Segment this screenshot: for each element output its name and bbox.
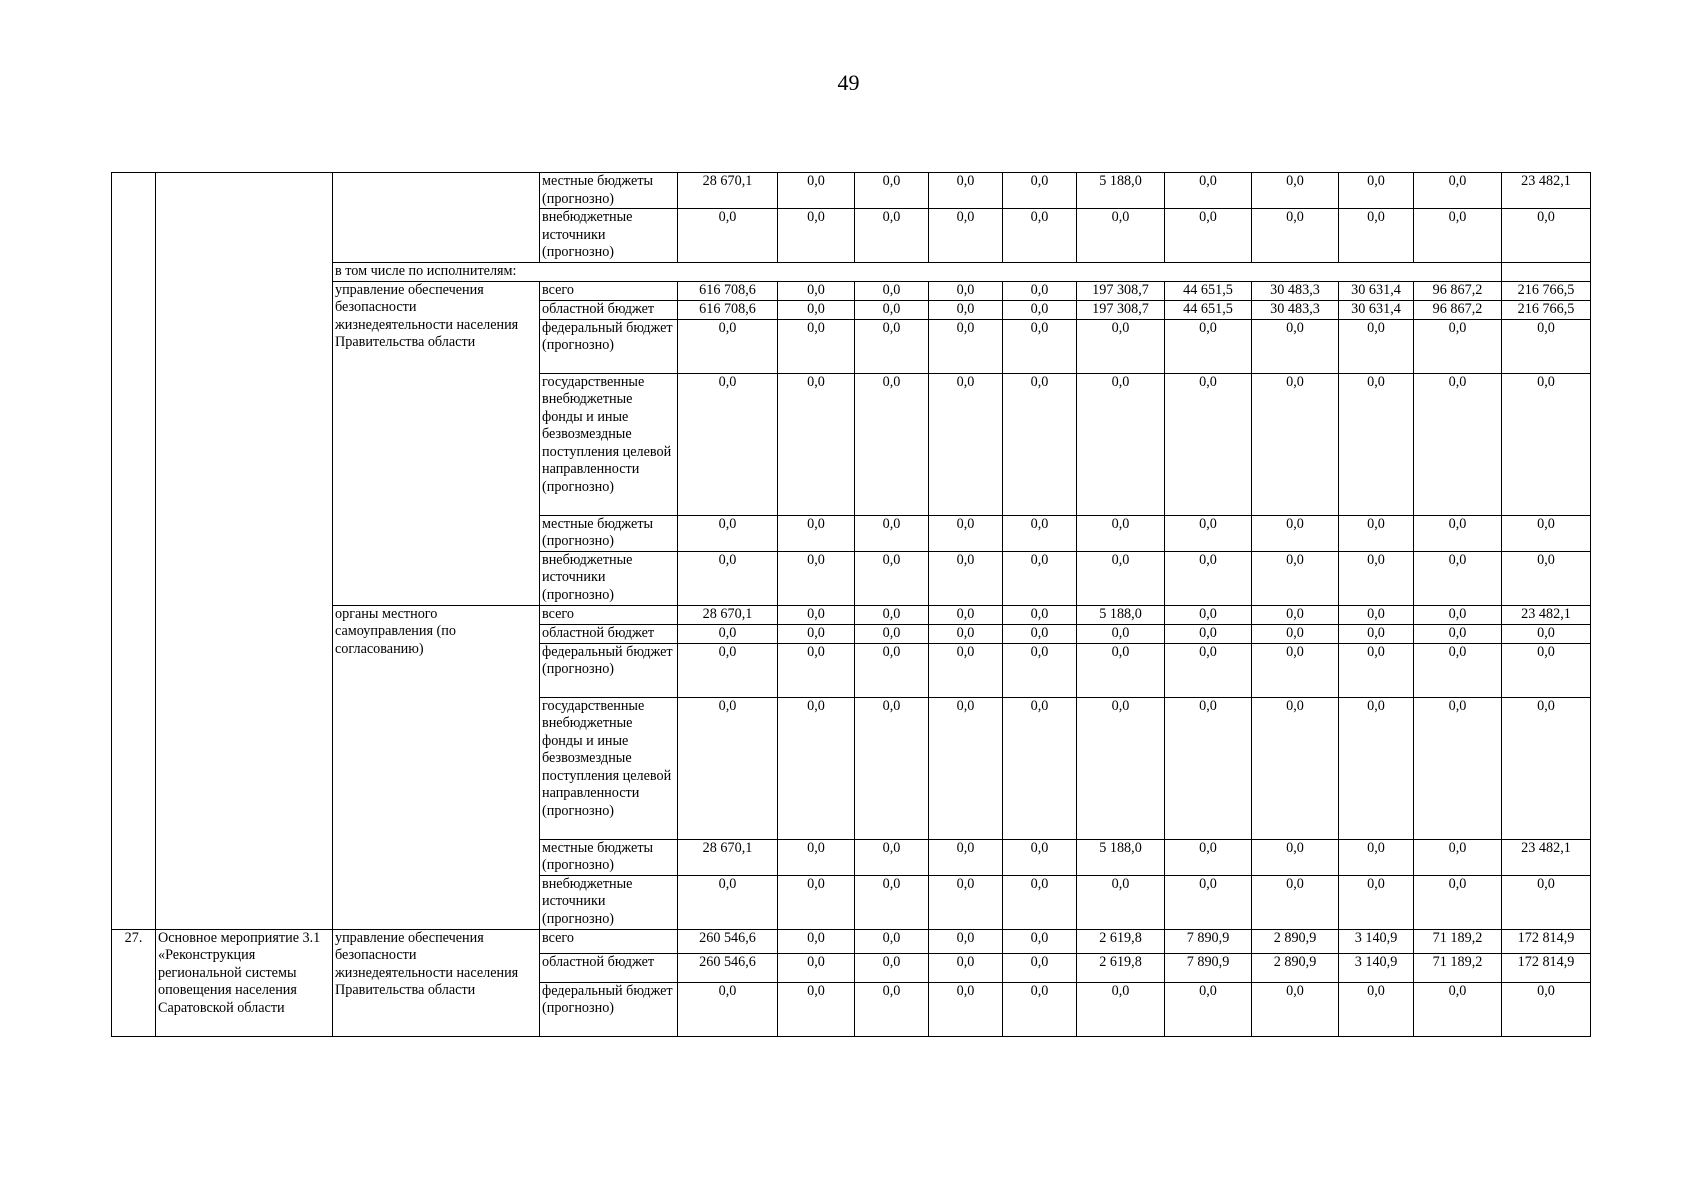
value-cell: 0,0 xyxy=(778,173,855,209)
value-cell: 0,0 xyxy=(1502,209,1591,263)
value-cell: 0,0 xyxy=(1003,839,1077,875)
value-cell: 0,0 xyxy=(1414,697,1502,839)
value-cell: 0,0 xyxy=(929,605,1003,624)
empty-cell xyxy=(1502,262,1591,281)
value-cell: 616 708,6 xyxy=(678,300,778,319)
value-cell: 0,0 xyxy=(1339,515,1414,551)
value-cell: 0,0 xyxy=(1077,551,1165,605)
value-cell: 0,0 xyxy=(778,551,855,605)
value-cell: 0,0 xyxy=(1339,982,1414,1036)
source-cell: местные бюджеты (прогнозно) xyxy=(540,515,678,551)
value-cell: 96 867,2 xyxy=(1414,300,1502,319)
value-cell: 0,0 xyxy=(1003,643,1077,697)
value-cell: 616 708,6 xyxy=(678,281,778,300)
value-cell: 0,0 xyxy=(1414,319,1502,373)
value-cell: 0,0 xyxy=(678,551,778,605)
value-cell: 0,0 xyxy=(1339,839,1414,875)
value-cell: 0,0 xyxy=(1003,209,1077,263)
value-cell: 0,0 xyxy=(929,839,1003,875)
source-cell: всего xyxy=(540,605,678,624)
value-cell: 0,0 xyxy=(1414,875,1502,929)
value-cell: 7 890,9 xyxy=(1165,953,1252,982)
value-cell: 0,0 xyxy=(1077,982,1165,1036)
value-cell: 3 140,9 xyxy=(1339,953,1414,982)
value-cell: 0,0 xyxy=(1003,875,1077,929)
source-cell: внебюджетные источники (прогнозно) xyxy=(540,551,678,605)
value-cell: 0,0 xyxy=(1414,515,1502,551)
value-cell: 0,0 xyxy=(855,319,929,373)
value-cell: 0,0 xyxy=(1502,643,1591,697)
value-cell: 0,0 xyxy=(855,839,929,875)
source-cell: внебюджетные источники (прогнозно) xyxy=(540,209,678,263)
value-cell: 0,0 xyxy=(778,515,855,551)
value-cell: 0,0 xyxy=(1252,173,1339,209)
value-cell: 0,0 xyxy=(1165,319,1252,373)
value-cell: 0,0 xyxy=(1077,875,1165,929)
value-cell: 0,0 xyxy=(855,173,929,209)
value-cell: 0,0 xyxy=(1339,605,1414,624)
value-cell: 0,0 xyxy=(1003,953,1077,982)
value-cell: 0,0 xyxy=(1252,373,1339,515)
value-cell: 5 188,0 xyxy=(1077,173,1165,209)
value-cell: 2 619,8 xyxy=(1077,953,1165,982)
value-cell: 0,0 xyxy=(1339,551,1414,605)
value-cell: 0,0 xyxy=(929,982,1003,1036)
value-cell: 0,0 xyxy=(855,300,929,319)
value-cell: 197 308,7 xyxy=(1077,281,1165,300)
value-cell: 0,0 xyxy=(1502,551,1591,605)
value-cell: 0,0 xyxy=(1003,982,1077,1036)
value-cell: 0,0 xyxy=(1414,373,1502,515)
value-cell: 0,0 xyxy=(855,697,929,839)
value-cell: 0,0 xyxy=(929,643,1003,697)
value-cell: 0,0 xyxy=(678,697,778,839)
value-cell: 0,0 xyxy=(1414,173,1502,209)
value-cell: 0,0 xyxy=(1077,515,1165,551)
value-cell: 28 670,1 xyxy=(678,839,778,875)
value-cell: 28 670,1 xyxy=(678,173,778,209)
value-cell: 0,0 xyxy=(855,643,929,697)
value-cell: 0,0 xyxy=(929,373,1003,515)
value-cell: 71 189,2 xyxy=(1414,953,1502,982)
value-cell: 0,0 xyxy=(778,373,855,515)
value-cell: 0,0 xyxy=(1339,209,1414,263)
value-cell: 0,0 xyxy=(1077,209,1165,263)
value-cell: 0,0 xyxy=(1165,515,1252,551)
value-cell: 0,0 xyxy=(1414,605,1502,624)
value-cell: 0,0 xyxy=(929,515,1003,551)
value-cell: 197 308,7 xyxy=(1077,300,1165,319)
value-cell: 3 140,9 xyxy=(1339,929,1414,953)
value-cell: 0,0 xyxy=(678,209,778,263)
value-cell: 0,0 xyxy=(1414,551,1502,605)
value-cell: 30 631,4 xyxy=(1339,300,1414,319)
value-cell: 2 619,8 xyxy=(1077,929,1165,953)
value-cell: 0,0 xyxy=(1252,982,1339,1036)
table-row xyxy=(112,173,1591,209)
source-cell: областной бюджет xyxy=(540,624,678,643)
source-cell: местные бюджеты (прогнозно) xyxy=(540,173,678,209)
value-cell: 0,0 xyxy=(1165,839,1252,875)
value-cell: 0,0 xyxy=(778,319,855,373)
value-cell: 0,0 xyxy=(678,875,778,929)
value-cell: 0,0 xyxy=(855,929,929,953)
value-cell: 0,0 xyxy=(778,300,855,319)
value-cell: 0,0 xyxy=(1003,515,1077,551)
value-cell: 0,0 xyxy=(1252,643,1339,697)
value-cell: 0,0 xyxy=(1003,624,1077,643)
value-cell: 0,0 xyxy=(1003,373,1077,515)
rownum-cell: 27. xyxy=(112,929,156,1036)
source-cell: областной бюджет xyxy=(540,953,678,982)
value-cell: 0,0 xyxy=(855,551,929,605)
value-cell: 0,0 xyxy=(855,605,929,624)
value-cell: 0,0 xyxy=(1003,697,1077,839)
value-cell: 23 482,1 xyxy=(1502,839,1591,875)
value-cell: 0,0 xyxy=(1252,515,1339,551)
value-cell: 0,0 xyxy=(855,624,929,643)
value-cell: 7 890,9 xyxy=(1165,929,1252,953)
value-cell: 216 766,5 xyxy=(1502,281,1591,300)
value-cell: 0,0 xyxy=(778,839,855,875)
value-cell: 0,0 xyxy=(1339,173,1414,209)
value-cell: 260 546,6 xyxy=(678,929,778,953)
value-cell: 0,0 xyxy=(929,624,1003,643)
source-cell: всего xyxy=(540,929,678,953)
source-cell: областной бюджет xyxy=(540,300,678,319)
value-cell: 0,0 xyxy=(1252,697,1339,839)
value-cell: 71 189,2 xyxy=(1414,929,1502,953)
value-cell: 0,0 xyxy=(855,373,929,515)
value-cell: 0,0 xyxy=(1252,624,1339,643)
value-cell: 0,0 xyxy=(1003,300,1077,319)
value-cell: 0,0 xyxy=(678,515,778,551)
value-cell: 0,0 xyxy=(678,982,778,1036)
value-cell: 0,0 xyxy=(778,953,855,982)
value-cell: 0,0 xyxy=(1414,624,1502,643)
value-cell: 0,0 xyxy=(929,300,1003,319)
value-cell: 0,0 xyxy=(678,624,778,643)
value-cell: 0,0 xyxy=(1165,624,1252,643)
table-row xyxy=(112,929,1591,953)
executor-cell xyxy=(333,173,540,263)
value-cell: 0,0 xyxy=(678,373,778,515)
value-cell: 0,0 xyxy=(855,982,929,1036)
value-cell: 0,0 xyxy=(778,624,855,643)
value-cell: 0,0 xyxy=(1003,173,1077,209)
value-cell: 30 483,3 xyxy=(1252,300,1339,319)
value-cell: 0,0 xyxy=(1165,697,1252,839)
value-cell: 0,0 xyxy=(1165,173,1252,209)
value-cell: 0,0 xyxy=(1502,373,1591,515)
activity-cell xyxy=(156,173,333,930)
value-cell: 0,0 xyxy=(1252,551,1339,605)
value-cell: 0,0 xyxy=(1165,209,1252,263)
value-cell: 0,0 xyxy=(1339,697,1414,839)
value-cell: 28 670,1 xyxy=(678,605,778,624)
value-cell: 0,0 xyxy=(929,551,1003,605)
value-cell: 0,0 xyxy=(855,953,929,982)
source-cell: государственные внебюджетные фонды и иные безвозмездные поступления целевой направленности (прогнозно) xyxy=(540,697,678,839)
value-cell: 30 483,3 xyxy=(1252,281,1339,300)
value-cell: 23 482,1 xyxy=(1502,173,1591,209)
source-cell: государственные внебюджетные фонды и иные безвозмездные поступления целевой направленности (прогнозно) xyxy=(540,373,678,515)
value-cell: 0,0 xyxy=(1165,605,1252,624)
value-cell: 0,0 xyxy=(855,875,929,929)
executor-cell: управление обеспечения безопасности жизнедеятельности населения Правительства области xyxy=(333,281,540,605)
value-cell: 96 867,2 xyxy=(1414,281,1502,300)
value-cell: 0,0 xyxy=(778,697,855,839)
value-cell: 0,0 xyxy=(1252,209,1339,263)
value-cell: 0,0 xyxy=(778,209,855,263)
value-cell: 2 890,9 xyxy=(1252,953,1339,982)
value-cell: 0,0 xyxy=(1502,624,1591,643)
value-cell: 0,0 xyxy=(1165,643,1252,697)
value-cell: 0,0 xyxy=(1502,319,1591,373)
value-cell: 0,0 xyxy=(929,953,1003,982)
value-cell: 172 814,9 xyxy=(1502,929,1591,953)
value-cell: 44 651,5 xyxy=(1165,281,1252,300)
executors-heading: в том числе по исполнителям: xyxy=(333,262,1502,281)
source-cell: внебюджетные источники (прогнозно) xyxy=(540,875,678,929)
value-cell: 0,0 xyxy=(1502,982,1591,1036)
value-cell: 0,0 xyxy=(1077,319,1165,373)
value-cell: 0,0 xyxy=(1414,209,1502,263)
value-cell: 0,0 xyxy=(1003,551,1077,605)
value-cell: 0,0 xyxy=(1165,373,1252,515)
value-cell: 5 188,0 xyxy=(1077,605,1165,624)
value-cell: 0,0 xyxy=(1339,319,1414,373)
executor-cell: органы местного самоуправления (по согласованию) xyxy=(333,605,540,929)
value-cell: 0,0 xyxy=(1414,839,1502,875)
page-number: 49 xyxy=(837,70,860,95)
value-cell: 0,0 xyxy=(1252,605,1339,624)
value-cell: 0,0 xyxy=(1003,319,1077,373)
value-cell: 0,0 xyxy=(929,173,1003,209)
rownum-cell xyxy=(112,173,156,930)
value-cell: 0,0 xyxy=(1339,643,1414,697)
value-cell: 0,0 xyxy=(1339,624,1414,643)
value-cell: 0,0 xyxy=(1252,319,1339,373)
value-cell: 0,0 xyxy=(1165,551,1252,605)
value-cell: 5 188,0 xyxy=(1077,839,1165,875)
value-cell: 0,0 xyxy=(678,319,778,373)
value-cell: 0,0 xyxy=(1165,875,1252,929)
value-cell: 260 546,6 xyxy=(678,953,778,982)
value-cell: 0,0 xyxy=(1077,624,1165,643)
value-cell: 0,0 xyxy=(929,281,1003,300)
table-row xyxy=(112,262,1591,281)
value-cell: 0,0 xyxy=(1077,373,1165,515)
value-cell: 0,0 xyxy=(778,982,855,1036)
value-cell: 0,0 xyxy=(855,209,929,263)
value-cell: 30 631,4 xyxy=(1339,281,1414,300)
value-cell: 0,0 xyxy=(929,209,1003,263)
source-cell: федеральный бюджет (прогнозно) xyxy=(540,319,678,373)
value-cell: 2 890,9 xyxy=(1252,929,1339,953)
value-cell: 0,0 xyxy=(778,875,855,929)
activity-cell: Основное мероприятие 3.1 «Реконструкция региональной системы оповещения населения Саратовской области xyxy=(156,929,333,1036)
value-cell: 0,0 xyxy=(1003,929,1077,953)
value-cell: 0,0 xyxy=(855,515,929,551)
value-cell: 172 814,9 xyxy=(1502,953,1591,982)
value-cell: 0,0 xyxy=(1414,982,1502,1036)
value-cell: 0,0 xyxy=(1003,605,1077,624)
source-cell: всего xyxy=(540,281,678,300)
value-cell: 0,0 xyxy=(778,281,855,300)
value-cell: 0,0 xyxy=(1077,697,1165,839)
value-cell: 0,0 xyxy=(1502,875,1591,929)
value-cell: 44 651,5 xyxy=(1165,300,1252,319)
value-cell: 0,0 xyxy=(1339,875,1414,929)
value-cell: 0,0 xyxy=(855,281,929,300)
value-cell: 0,0 xyxy=(1077,643,1165,697)
value-cell: 0,0 xyxy=(778,929,855,953)
executor-cell: управление обеспечения безопасности жизнедеятельности населения Правительства области xyxy=(333,929,540,1036)
value-cell: 0,0 xyxy=(1502,697,1591,839)
value-cell: 0,0 xyxy=(929,697,1003,839)
source-cell: федеральный бюджет (прогнозно) xyxy=(540,643,678,697)
value-cell: 0,0 xyxy=(778,643,855,697)
source-cell: федеральный бюджет (прогнозно) xyxy=(540,982,678,1036)
value-cell: 0,0 xyxy=(929,319,1003,373)
value-cell: 0,0 xyxy=(678,643,778,697)
value-cell: 0,0 xyxy=(1252,875,1339,929)
value-cell: 0,0 xyxy=(1165,982,1252,1036)
value-cell: 0,0 xyxy=(1414,643,1502,697)
value-cell: 0,0 xyxy=(1339,373,1414,515)
value-cell: 0,0 xyxy=(929,875,1003,929)
value-cell: 0,0 xyxy=(1502,515,1591,551)
value-cell: 0,0 xyxy=(929,929,1003,953)
value-cell: 0,0 xyxy=(1003,281,1077,300)
table-row xyxy=(112,281,1591,300)
source-cell: местные бюджеты (прогнозно) xyxy=(540,839,678,875)
table-row xyxy=(112,605,1591,624)
value-cell: 0,0 xyxy=(778,605,855,624)
value-cell: 23 482,1 xyxy=(1502,605,1591,624)
value-cell: 0,0 xyxy=(1252,839,1339,875)
value-cell: 216 766,5 xyxy=(1502,300,1591,319)
budget-table xyxy=(111,172,1591,1037)
